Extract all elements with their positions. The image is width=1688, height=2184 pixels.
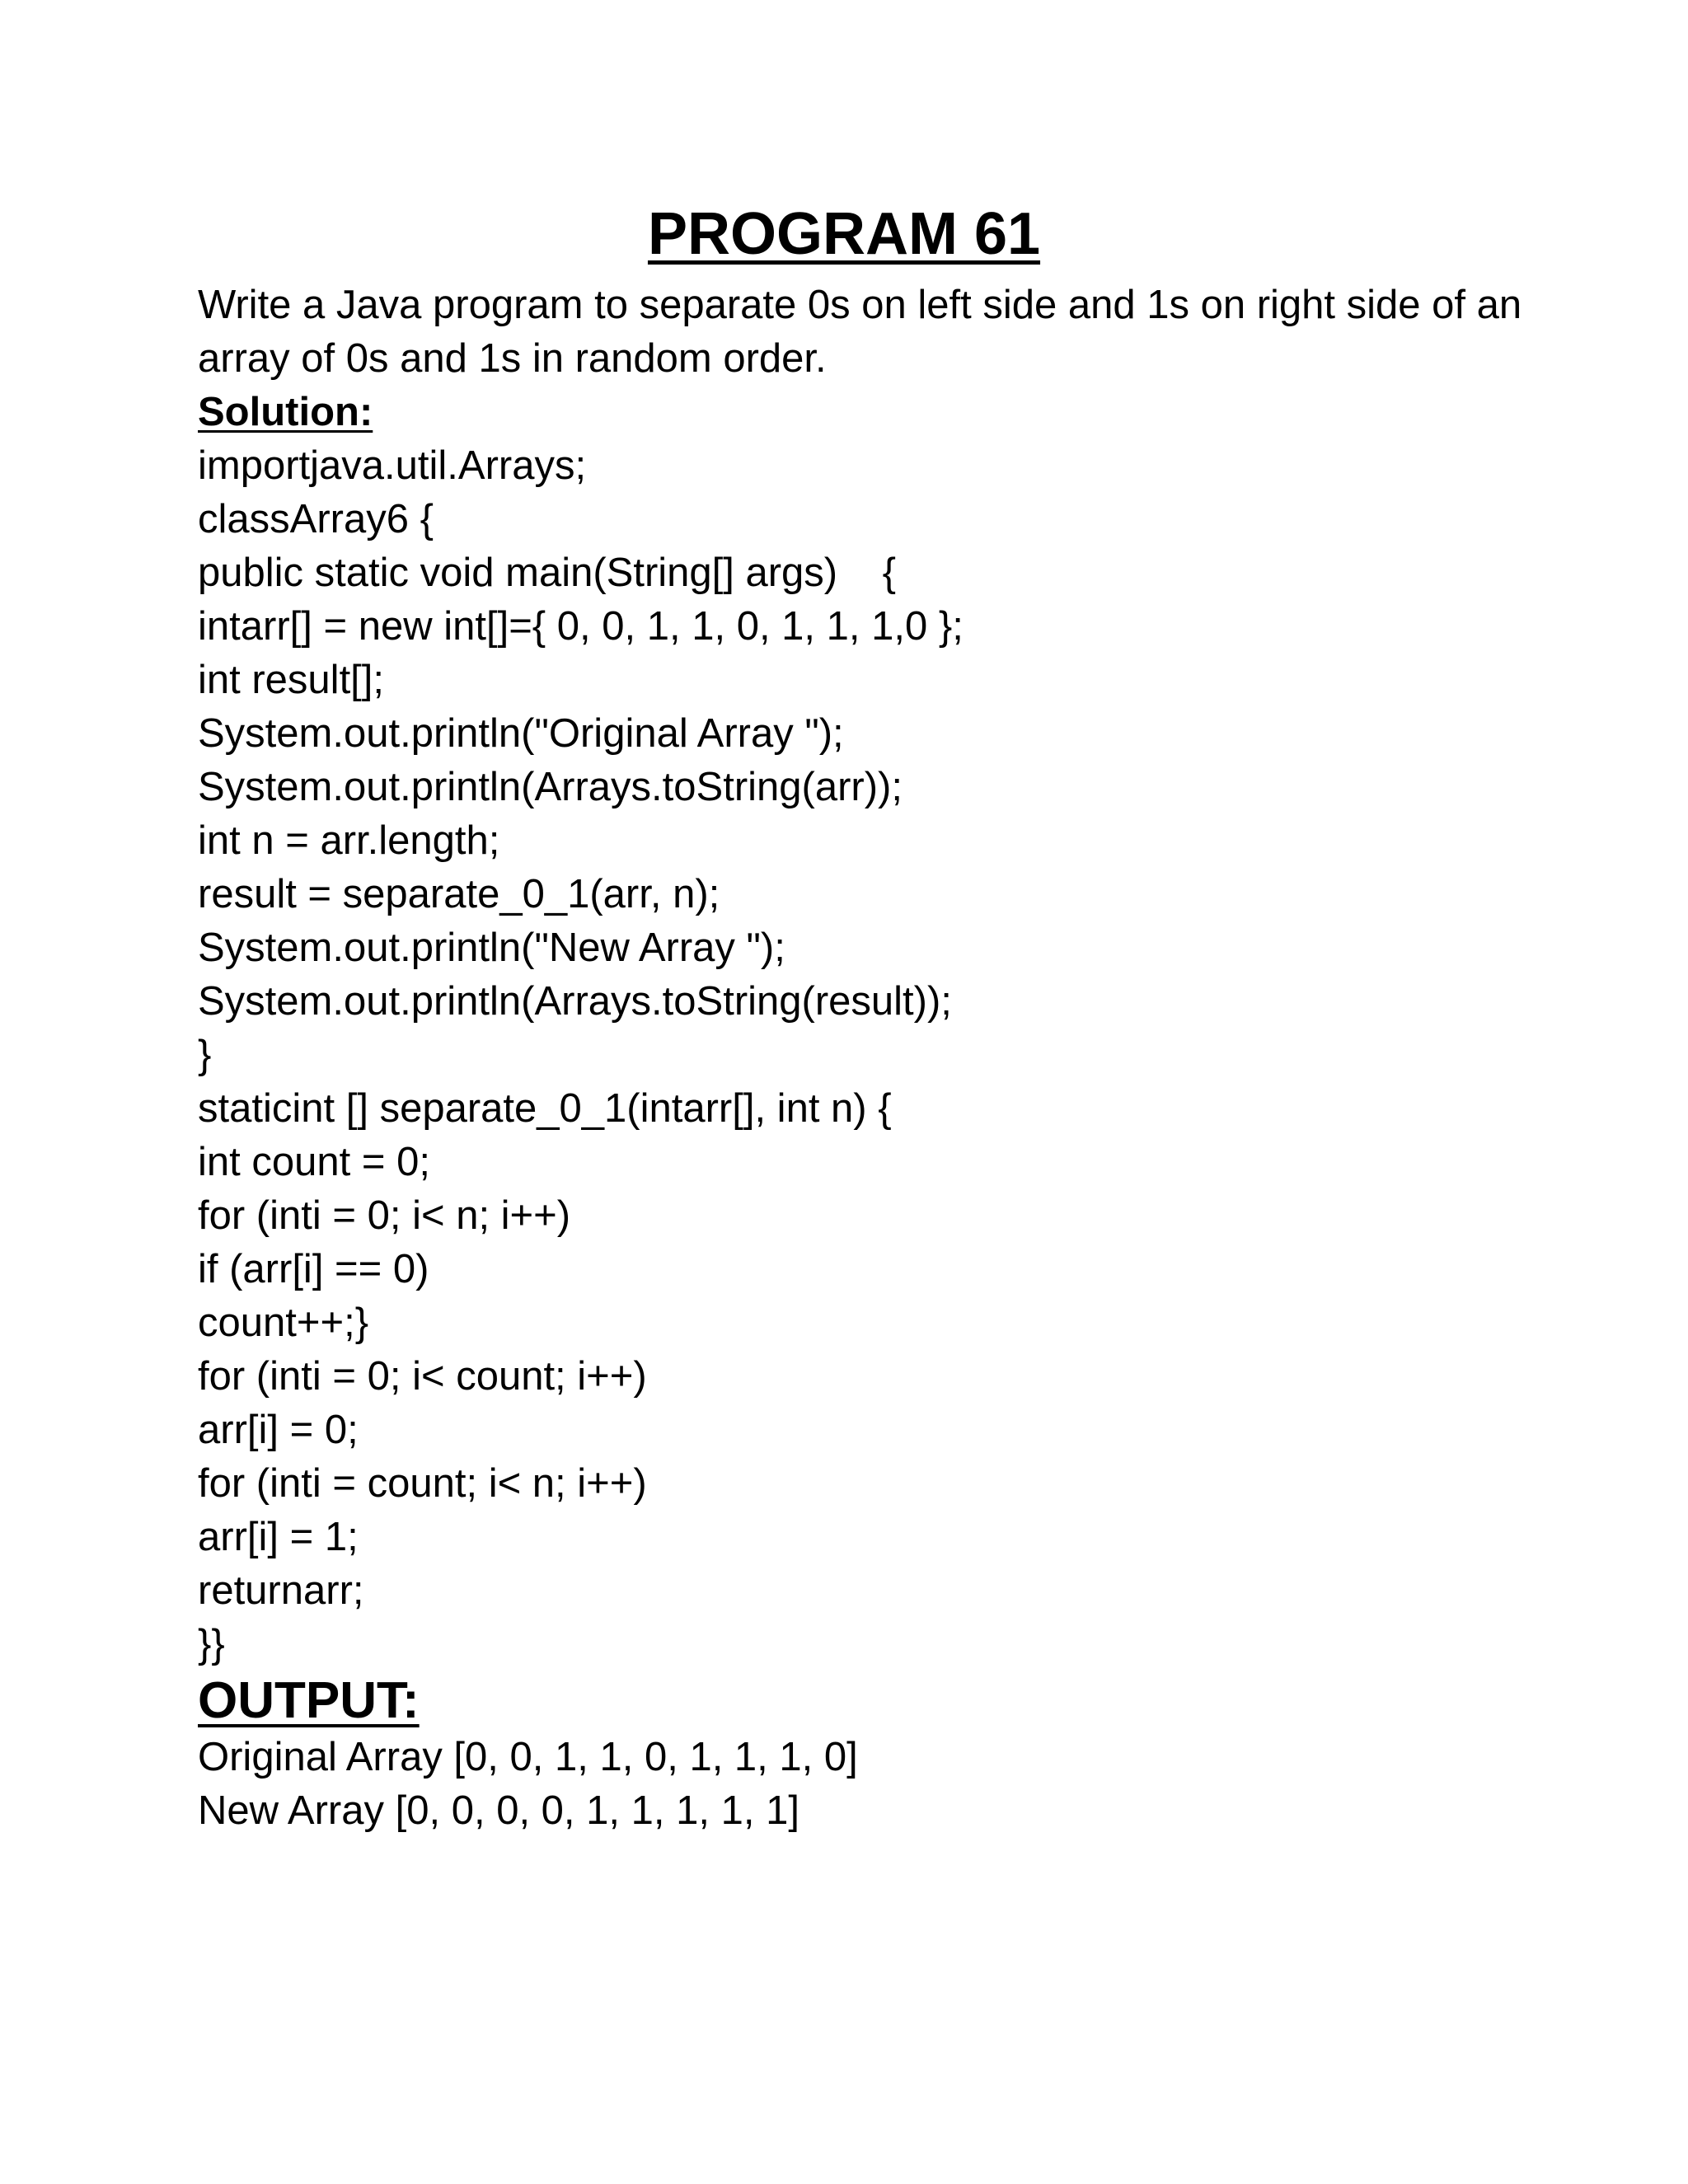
code-line: intarr[] = new int[]={ 0, 0, 1, 1, 0, 1, 1, 1,0 }; [198,604,964,649]
output-line: New Array [0, 0, 0, 0, 1, 1, 1, 1, 1] [198,1788,799,1833]
code-line: }} [198,1622,225,1666]
code-line: count++;} [198,1301,369,1345]
code-line: System.out.println("Original Array "); [198,711,844,756]
output-line: Original Array [0, 0, 1, 1, 0, 1, 1, 1, 0] [198,1735,858,1779]
code-line: arr[i] = 0; [198,1408,359,1452]
code-line: int n = arr.length; [198,818,500,863]
code-line: System.out.println(Arrays.toString(arr)); [198,765,903,809]
page-title-text: PROGRAM 61 [647,201,1041,267]
code-line: int count = 0; [198,1140,430,1184]
code-block [198,439,1599,1671]
code-line: System.out.println("New Array "); [198,926,785,970]
code-line: staticint [] separate_0_1(intarr[], int n) { [198,1086,892,1131]
document-body [198,279,1599,1838]
output-block [198,1731,1599,1838]
page-title [0,199,1688,269]
solution-label: Solution: [198,390,373,434]
code-line: for (inti = 0; i< n; i++) [198,1193,571,1238]
code-line: for (inti = count; i< n; i++) [198,1461,647,1506]
code-line: for (inti = 0; i< count; i++) [198,1354,647,1399]
code-line: importjava.util.Arrays; [198,443,587,488]
code-line: result = separate_0_1(arr, n); [198,872,720,916]
solution-heading [198,386,1599,439]
output-label: OUTPUT: [198,1672,420,1729]
code-line: arr[i] = 1; [198,1515,359,1559]
question-text: Write a Java program to separate 0s on left side and 1s on right side of an array of 0s and 1s in random order. [198,283,1522,381]
code-line: } [198,1033,212,1077]
code-line: classArray6 { [198,497,434,541]
code-line: public static void main(String[] args) { [198,551,896,595]
code-line: returnarr; [198,1568,364,1613]
code-line: if (arr[i] == 0) [198,1247,429,1291]
code-line: int result[]; [198,658,385,702]
code-line: System.out.println(Arrays.toString(result)); [198,979,952,1024]
